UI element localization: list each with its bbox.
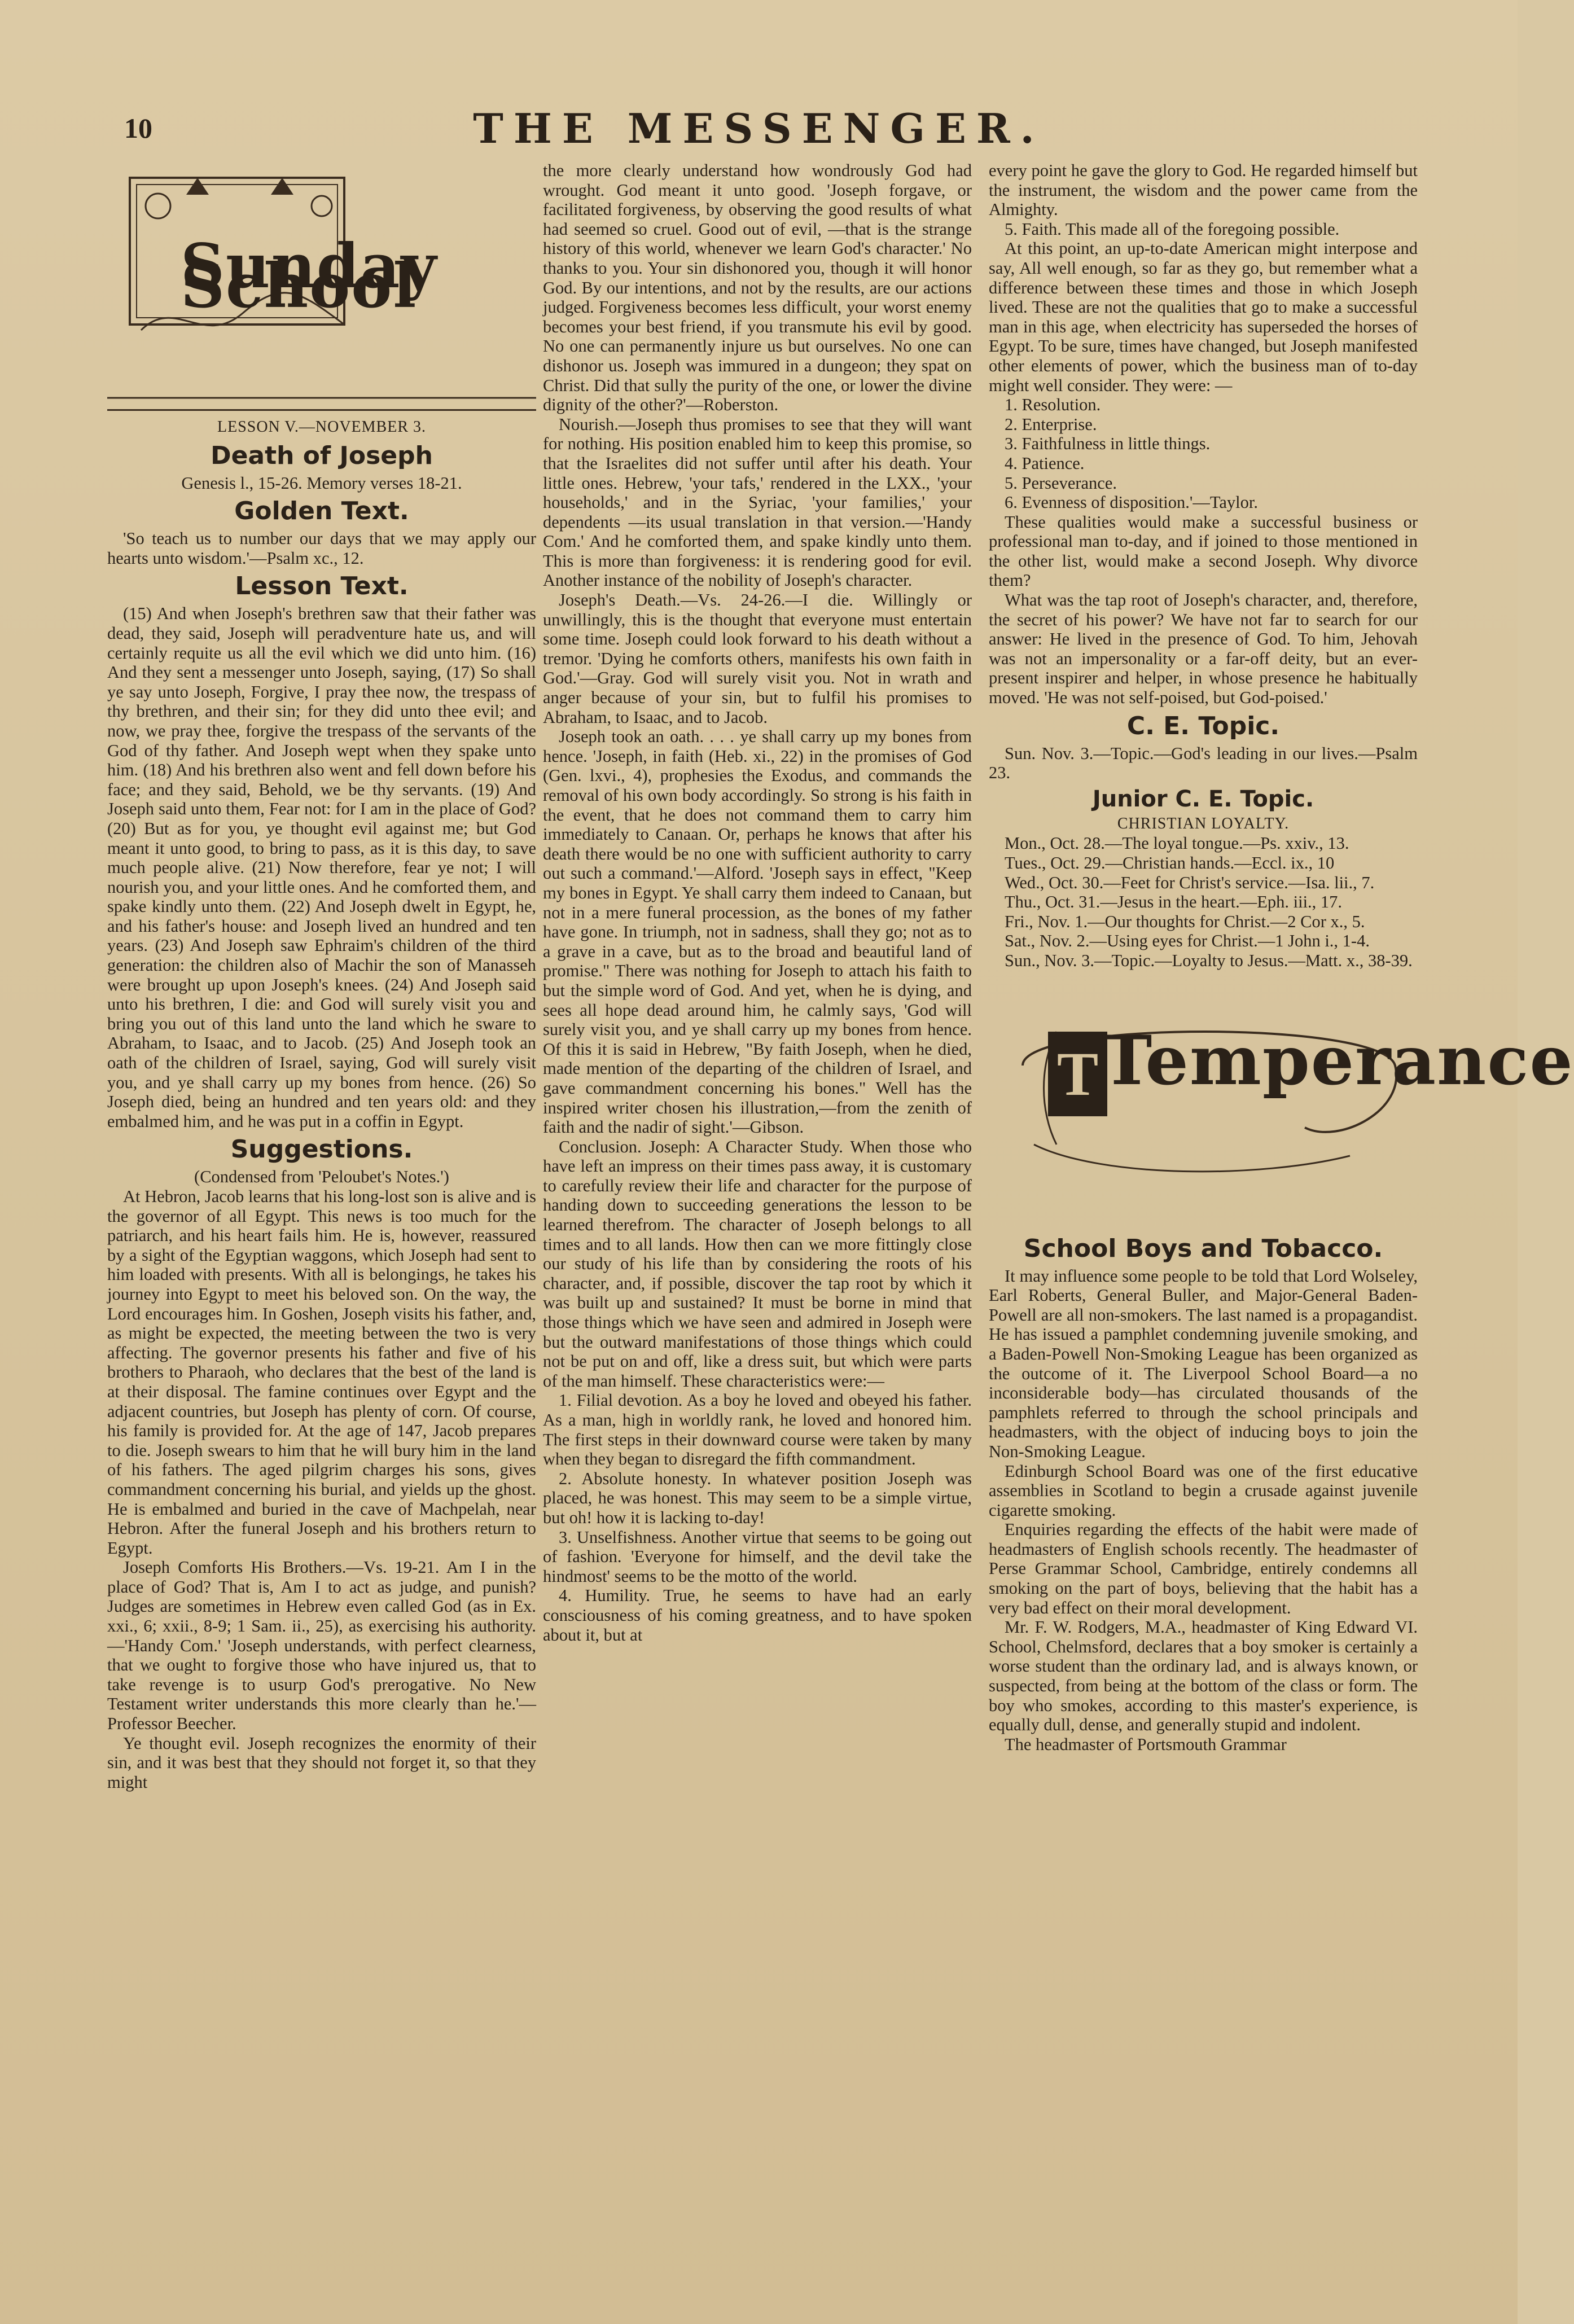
- suggestions-paragraph: Ye thought evil. Joseph recognizes the enormity of their sin, and it was best that they should not forget it, so that they might: [107, 1733, 536, 1792]
- suggestions-heading: Suggestions.: [230, 1135, 413, 1164]
- lesson-title: Death of Joseph: [211, 441, 433, 470]
- list-item: Sun., Nov. 3.—Topic.—Loyalty to Jesus.—Matt. x., 38-39.: [1005, 950, 1413, 970]
- column-paragraph: every point he gave the glory to God. He regarded himself but the instrument, the wisdom and the power came from the Almighty.: [989, 161, 1418, 220]
- column-paragraph: Mr. F. W. Rodgers, M.A., headmaster of King Edward VI. School, Chelmsford, declares that a boy smoker is certainly a worse student than the ordinary lad, and is always known, or suspected, from being at the bottom of the class or form. The boy who smokes, according to this master's experience, is equally dull, dense, and generally stupid and indolent.: [989, 1617, 1418, 1735]
- column-1: [107, 161, 536, 1792]
- column-paragraph: At this point, an up-to-date American might interpose and say, All well enough, so far as they go, but remember what a difference between these times and those in which Joseph lived. These are not the qualities that go to make a successful man in this age, when electricity has superseded the horses of Egypt. To be sure, times have changed, but Joseph manifested other elements of power, which the business man of to-day might well consider. They were: —: [989, 239, 1418, 395]
- golden-text-heading: Golden Text.: [234, 497, 409, 526]
- list-item: Tues., Oct. 29.—Christian hands.—Eccl. ix., 10: [1005, 853, 1335, 872]
- list-item: Wed., Oct. 30.—Feet for Christ's service.—Isa. lii., 7.: [1005, 872, 1375, 892]
- column-paragraph: 4. Humility. True, he seems to have had an early consciousness of his coming greatness, and to have spoken about it, but at: [543, 1586, 972, 1645]
- junior-ce-subtitle: CHRISTIAN LOYALTY.: [1117, 814, 1290, 832]
- list-item: Mon., Oct. 28.—The loyal tongue.—Ps. xxiv., 13.: [1005, 834, 1349, 853]
- list-item: 4. Patience.: [1005, 453, 1085, 473]
- column-paragraph: What was the tap root of Joseph's character, and, therefore, the secret of his power? We have not far to search for our answer: He lived in the presence of God. To him, Jehovah was not an impersonality or a far-off deity, but an ever-present inspirer and helper, in whose presence he habitually moved. 'He was not self-poised, but God-poised.': [989, 590, 1418, 708]
- ce-topic-text: Sun. Nov. 3.—Topic.—God's leading in our lives.—Psalm 23.: [989, 743, 1418, 783]
- column-paragraph: Conclusion. Joseph: A Character Study. When those who have left an impress on their times pass away, it is customary to carefully review their life and character for the purpose of handing down to succeeding generations the lesson to be learned therefrom. The character of Joseph belongs to all times and to all lands. How then can we more fittingly close our study of his life than by considering the roots of his character, and, if possible, discover the tap root by which it was built up and sustained? It must be borne in mind that those things which we have seen and admired in Joseph were but the outward manifestations of those things which could not be put on and off, like a dress suit, but which were parts of the man himself. These characteristics were:—: [543, 1137, 972, 1391]
- suggestions-paragraph: Joseph Comforts His Brothers.—Vs. 19-21. Am I in the place of God? That is, Am I to act as judge, and punish? Judges are sometimes in Hebrew even called God (as in Ex. xxi., 6; xxii., 8-9; 1 Sam. ii., 25), as exercising his authority.—'Handy Com.' 'Joseph understands, with perfect clearness, that we ought to forgive those who have injured us, that to take revenge is to usurp God's prerogative. No New Testament writer understands this more clearly than he.'—Professor Beecher.: [107, 1558, 536, 1734]
- column-paragraph: 2. Absolute honesty. In whatever position Joseph was placed, he was honest. This may seem to be a simple virtue, but oh! how it is lacking to-day!: [543, 1468, 972, 1527]
- suggestions-subtitle: (Condensed from 'Peloubet's Notes.'): [194, 1167, 449, 1187]
- list-item: Sat., Nov. 2.—Using eyes for Christ.—1 John i., 1-4.: [1005, 931, 1370, 951]
- column-paragraph: 1. Filial devotion. As a boy he loved and obeyed his father. As a man, high in worldly rank, he loved and honored him. The first steps in their downward course were taken by many when they began to disregard the fifth commandment.: [543, 1391, 972, 1469]
- column-paragraph: 3. Unselfishness. Another virtue that seems to be going out of fashion. 'Everyone for himself, and the devil take the hindmost' seems to be the motto of the world.: [543, 1527, 972, 1586]
- column-2: [543, 161, 972, 1645]
- lesson-reference: Genesis l., 15-26. Memory verses 18-21.: [181, 473, 462, 493]
- column-paragraph: Joseph took an oath. . . . ye shall carry up my bones from hence. 'Joseph, in faith (Heb. xi., 22) in the promises of God (Gen. lxvi., 4), prophesies the Exodus, and commands the removal of his own body accordingly. So strong is his faith in the event, that he does not command them to carry him immediately to Canaan. Or, perhaps he knows that after his death there would be no one with sufficient authority to carry out such a command.'—Alford. 'Joseph says in effect, "Keep my bones in Egypt. Ye shall carry them indeed to Canaan, but not in a mere funeral procession, as the bones of my father have gone. In triumph, not in sadness, shall they go; not as to a grave in a cave, but as to the broad and beautiful land of promise." There was nothing for Joseph to attach his faith to but the simple word of God. And yet, when he is dying, and sees all hope dead around him, he calmly says, 'God will surely visit you, and ye shall carry up my bones from hence. Of this it is said in Hebrew, "By faith Joseph, when he died, made mention of the departing of the children of Israel, and gave commandment concerning his bones." Well has the inspired writer chosen his illustration,—from the zenith of faith and the nadir of sight.'—Gibson.: [543, 727, 972, 1137]
- list-item: 6. Evenness of disposition.'—Taylor.: [1005, 493, 1258, 512]
- column-paragraph: The headmaster of Portsmouth Grammar: [1005, 1734, 1287, 1754]
- list-item: Thu., Oct. 31.—Jesus in the heart.—Eph. iii., 17.: [1005, 892, 1343, 912]
- column-paragraph: 5. Faith. This made all of the foregoing possible.: [1005, 219, 1340, 239]
- list-item: 3. Faithfulness in little things.: [1005, 434, 1211, 454]
- lesson-line: LESSON V.—NOVEMBER 3.: [217, 418, 426, 436]
- lesson-text-heading: Lesson Text.: [235, 572, 409, 601]
- column-3: [989, 161, 1574, 1754]
- temperance-banner: [989, 998, 1574, 1212]
- tobacco-heading: School Boys and Tobacco.: [1023, 1234, 1383, 1263]
- temperance-banner-text: Temperance: [1102, 1020, 1574, 1100]
- list-item: 1. Resolution.: [1005, 395, 1101, 415]
- column-paragraph: Enquiries regarding the effects of the habit were made of headmasters of English schools recently. The headmaster of Perse Grammar School, Cambridge, entirely condemns all smoking on the part of boys, believing that the habit has a very bad effect on their moral development.: [989, 1520, 1418, 1617]
- qualities-list: [989, 395, 1418, 512]
- column-paragraph: Joseph's Death.—Vs. 24-26.—I die. Willingly or unwillingly, this is the thought that everyone must entertain some time. Joseph could look forward to his death without a tremor. 'Dying he comforts others, manifests his own faith in God.'—Gray. God will surely visit you. Not in wrath and anger because of your sin, but to fulfil his promises to Abraham, to Isaac, and to Jacob.: [543, 590, 972, 727]
- column-paragraph: It may influence some people to be told that Lord Wolseley, Earl Roberts, General Buller, and Major-General Baden-Powell are all non-smokers. The last named is a propagandist. He has issued a pamphlet condemning juvenile smoking, and a Baden-Powell Non-Smoking League has been organized as the outcome of it. The Liverpool School Board—a no inconsiderable body—has circulated thousands of the pamphlets referred to through the school principals and headmasters, with the object of inducing boys to join the Non-Smoking League.: [989, 1266, 1418, 1461]
- golden-text: 'So teach us to number our days that we may apply our hearts unto wisdom.'—Psalm xc., 12.: [107, 529, 536, 568]
- masthead: THE MESSENGER.: [473, 104, 1045, 152]
- list-item: 2. Enterprise.: [1005, 414, 1097, 434]
- list-item: Fri., Nov. 1.—Our thoughts for Christ.—2 Cor x., 5.: [1005, 911, 1365, 931]
- column-paragraph: Nourish.—Joseph thus promises to see that they will want for nothing. His position enabled him to keep this promise, so that the Israelites did not suffer until after his death. Your little ones. Hebrew, 'your tafs,' rendered in the LXX., 'your households,' and in the Syriac, 'your families,' your dependents —its usual translation in that version.—'Handy Com.' And he comforted them, and spake kindly unto them. This is more than forgiveness: it is rendering good for evil. Another instance of the nobility of Joseph's character.: [543, 414, 972, 590]
- column-paragraph: Edinburgh School Board was one of the first educative assemblies in Scotland to begin a crusade against juvenile cigarette smoking.: [989, 1461, 1418, 1520]
- sunday-school-banner: [107, 161, 536, 411]
- suggestions-paragraph: At Hebron, Jacob learns that his long-lost son is alive and is the governor of all Egypt. This news is too much for the patriarch, and his heart fails him. He is, however, reassured by a sight of the Egyptian waggons, which Joseph had sent to him loaded with presents. With all is belongings, he takes his journey into Egypt to meet his beloved son. On the way, the Lord encourages him. In Goshen, Joseph visits his father, and, as might be expected, the meeting between the two is very affecting. The governor presents his father and five of his brothers to Pharaoh, who declares that the best of the land is at their disposal. The famine continues over Egypt and the adjacent countries, but Joseph has plenty of corn. Of course, his family is provided for. At the age of 147, Jacob prepares to die. Joseph swears to him that he will bury him in the land of his fathers. The aged pilgrim charges his sons, gives commandment concerning his burial, and yields up the ghost. He is embalmed and buried in the cave of Machpelah, near Hebron. After the funeral Joseph and his brothers return to Egypt.: [107, 1187, 536, 1558]
- sunday-school-banner-text: Sunday School: [181, 231, 438, 322]
- lesson-text: (15) And when Joseph's brethren saw that their father was dead, they said, Joseph will peradventure hate us, and will certainly requite us all the evil which we did unto him. (16) And they sent a messenger unto Joseph, saying, (17) So shall ye say unto Joseph, Forgive, I pray thee now, the trespass of thy brethren, and their sin; for they did unto thee evil; and now, we pray thee, forgive the trespass of the servants of the God of thy father. And Joseph wept when they spake unto him. (18) And his brethren also went and fell down before his face; and they said, Behold, we be thy servants. (19) And Joseph said unto them, Fear not: for I am in the place of God? (20) But as for you, ye thought evil against me; but God meant it unto good, to bring to pass, as it is this day, to save much people alive. (21) Now therefore, fear ye not; I will nourish you, and your little ones. And he comforted them, and spake kindly unto them. (22) And Joseph dwelt in Egypt, he, and his father's house: and Joseph lived an hundred and ten years. (23) And Joseph saw Ephraim's children of the third generation: the children also of Machir the son of Manasseh were brought up upon Joseph's knees. (24) And Joseph said unto his brethren, I die: and God will surely visit you and bring you out of this land unto the land which he sware to Abraham, to Isaac, and to Jacob. (25) And Joseph took an oath of the children of Israel, saying, God will surely visit you, and ye shall carry up my bones from hence. (26) So Joseph died, being an hundred and ten years old: and they embalmed him, and he was put in a coffin in Egypt.: [107, 604, 536, 1131]
- column-paragraph: These qualities would make a successful business or professional man to-day, and if joined to those mentioned in the other list, would make a second Joseph. Why divorce them?: [989, 512, 1418, 590]
- temperance-initial: T: [1048, 1032, 1107, 1116]
- page-number: 10: [124, 112, 152, 144]
- junior-topic-list: [989, 834, 1418, 970]
- junior-ce-heading: Junior C. E. Topic.: [1092, 786, 1314, 812]
- list-item: 5. Perseverance.: [1005, 473, 1117, 493]
- column-paragraph: the more clearly understand how wondrously God had wrought. God meant it unto good. 'Joseph forgave, or facilitated forgiveness, by observing the good results of what had seemed so cruel. Good out of evil, —that is the strange history of this world, whenever we learn God's character.' No thanks to you. Your sin dishonored you, though it will honor God. By our intentions, and not by the results, are our actions judged. Forgiveness becomes less difficult, your worst enemy becomes your best friend, if you transmute his evil by good. No one can permanently injure us but ourselves. No one can dishonor us. Joseph was immured in a dungeon; they spat on Christ. Did that sully the purity of the one, or lower the divine dignity of the other?'—Roberston.: [543, 161, 972, 415]
- ce-topic-heading: C. E. Topic.: [1126, 711, 1280, 740]
